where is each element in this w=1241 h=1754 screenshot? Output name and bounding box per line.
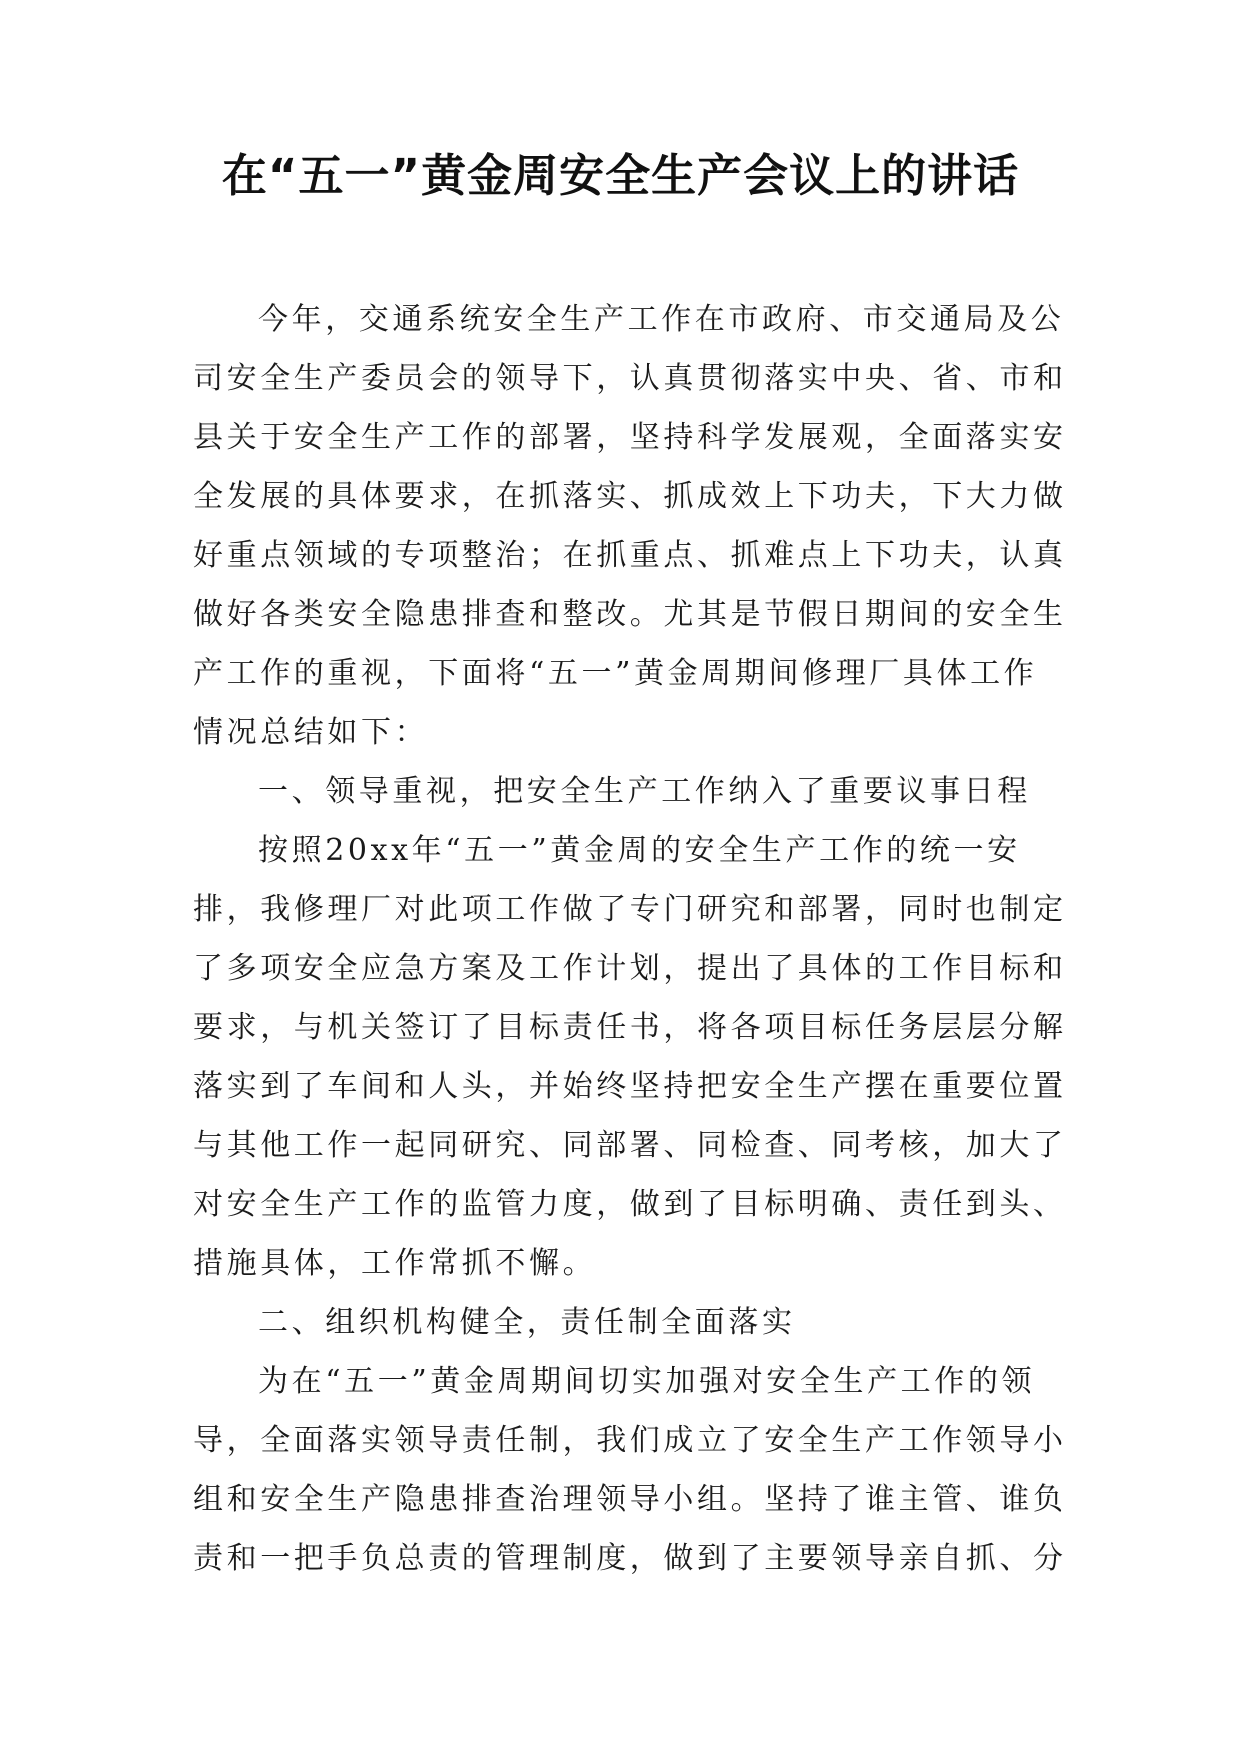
text-line: 情况总结如下： [193,715,429,750]
text-line: 好重点领域的专项整治；在抓重点、抓难点上下功夫，认真 [193,538,1067,573]
text-line: 做好各类安全隐患排查和整改。尤其是节假日期间的安全生 [193,597,1067,632]
document-body [193,290,1067,1588]
section-heading: 二、组织机构健全，责任制全面落实 [258,1305,796,1340]
text-line: 对安全生产工作的监管力度，做到了目标明确、责任到头、 [193,1187,1067,1222]
text-line: 要求，与机关签订了目标责任书，将各项目标任务层层分解 [193,1010,1067,1045]
text-line: 为在“五一”黄金周期间切实加强对安全生产工作的领 [258,1364,1036,1399]
text-line: 落实到了车间和人头，并始终坚持把安全生产摆在重要位置 [193,1069,1067,1104]
text-line: 全发展的具体要求，在抓落实、抓成效上下功夫，下大力做 [193,479,1067,514]
text-line: 与其他工作一起同研究、同部署、同检查、同考核，加大了 [193,1128,1067,1163]
section-heading: 一、领导重视，把安全生产工作纳入了重要议事日程 [258,774,1031,809]
text-line: 司安全生产委员会的领导下，认真贯彻落实中央、省、市和 [193,361,1067,396]
text-line: 导，全面落实领导责任制，我们成立了安全生产工作领导小 [193,1423,1067,1458]
text-line: 今年，交通系统安全生产工作在市政府、市交通局及公 [258,302,1065,337]
document-title: 在“五一”黄金周安全生产会议上的讲话 [221,149,1020,202]
text-line: 组和安全生产隐患排查治理领导小组。坚持了谁主管、谁负 [193,1482,1067,1517]
text-line: 县关于安全生产工作的部署，坚持科学发展观，全面落实安 [193,420,1067,455]
text-line: 了多项安全应急方案及工作计划，提出了具体的工作目标和 [193,951,1067,986]
text-line: 按照20xx年“五一”黄金周的安全生产工作的统一安 [258,833,1021,868]
text-line: 产工作的重视，下面将“五一”黄金周期间修理厂具体工作 [193,656,1038,691]
text-line: 责和一把手负总责的管理制度，做到了主要领导亲自抓、分 [193,1541,1067,1576]
text-line: 排，我修理厂对此项工作做了专门研究和部署，同时也制定 [193,892,1067,927]
text-line: 措施具体，工作常抓不懈。 [193,1246,597,1281]
